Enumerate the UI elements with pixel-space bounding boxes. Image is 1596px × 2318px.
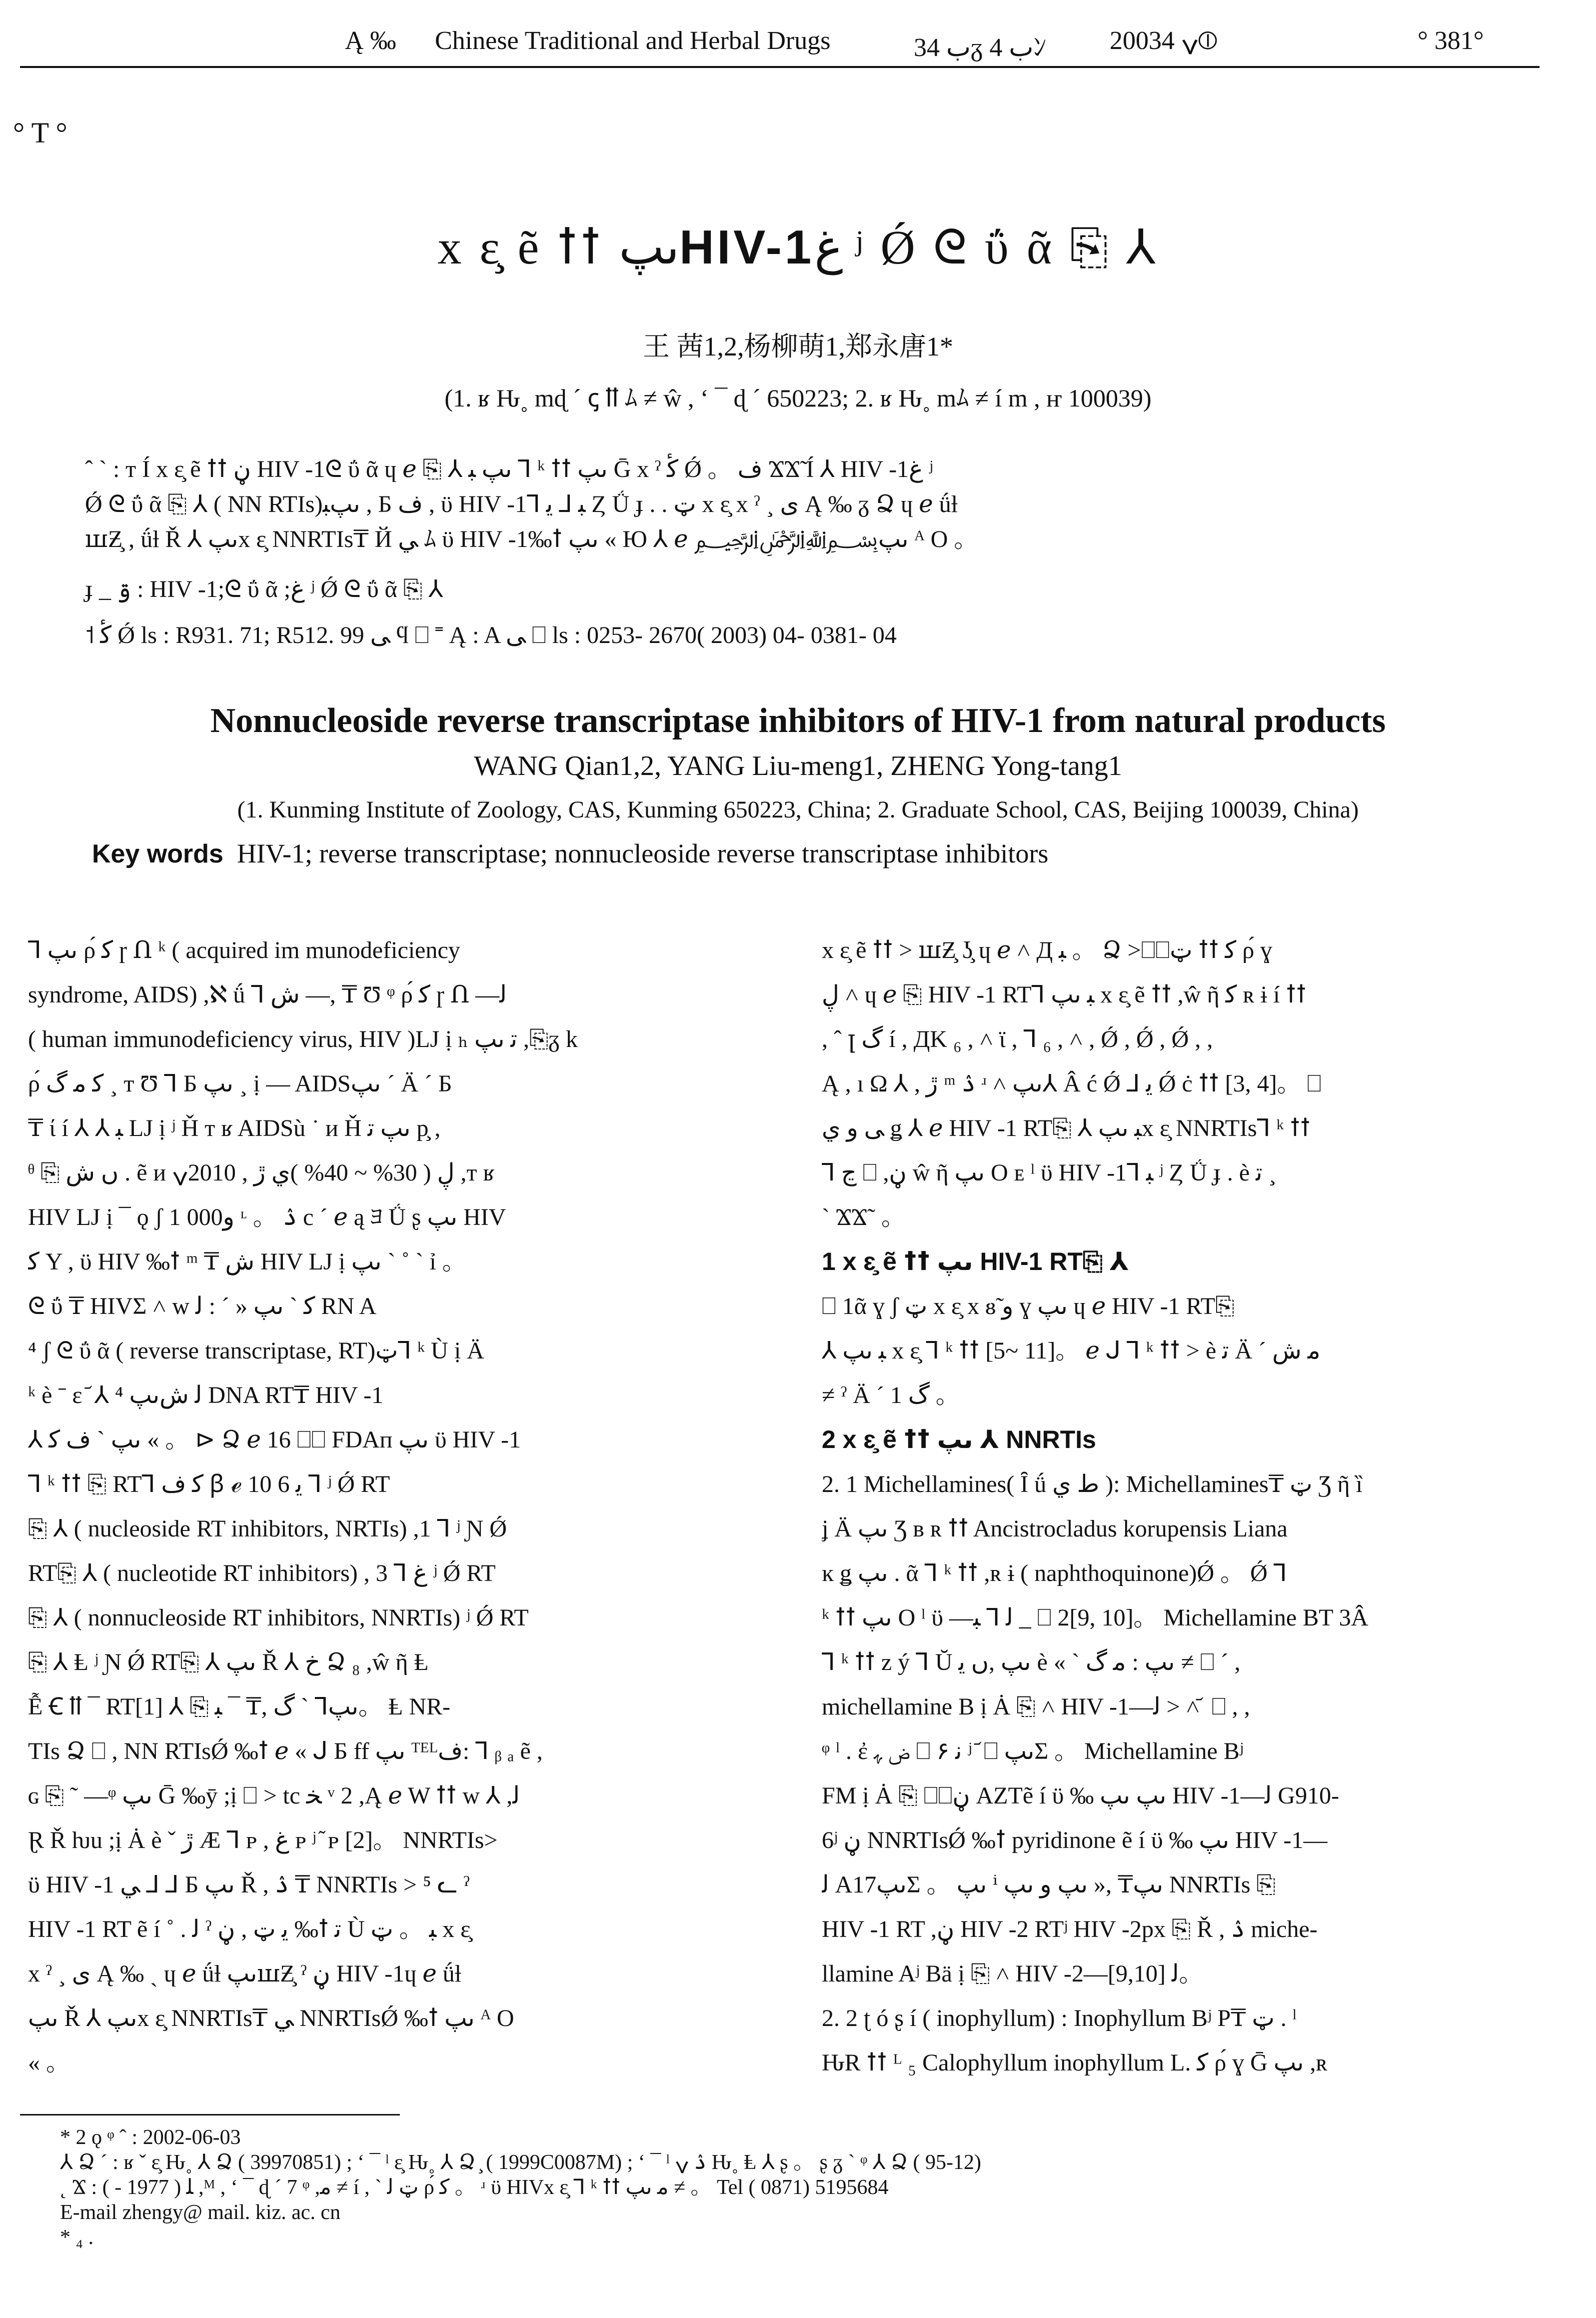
body-line: ρ́ ﮐ ﻣ ﮒ ¸ ᴛ Ʊ ⅂ Б ںپ ¸ ị — AIDSںپ ˊ Ä ˊ Б <box>28 1070 452 1097</box>
footnote-rule <box>20 2114 400 2116</box>
body-line: ⅂ ᵏ ꝉꝉ ⎘ RT⅂ ﮐ ف ꞵ ℯ 10 ﻳ 6 ⅂ ʲ Ǿ RT <box>28 1471 390 1498</box>
journal-prefix: Ą ‰ <box>345 26 396 55</box>
body-line: michellamine B ị Ȧ ⎘ ˄ HIV -1—ﻟ > ˄ ᷄ ⎕ , , <box>822 1694 1250 1720</box>
body-line: x ˀ ¸ ى Ą ‰ ˏ ɥ ℯ ǘƚ ںپꟺƵ̧ ˀ ڼ HIV -1ɥ ℯ ǘƚ <box>28 1960 461 1987</box>
authors-cn: 王 茜1,2,杨柳萌1,郑永唐1* <box>643 332 953 362</box>
body-line: , ˆ ꞁ ﮒ í , ДK ₆ , ˄ ϊ , ⅂ ₆ , ˄ , Ǿ , Ǿ , Ǿ , , <box>822 1026 1213 1052</box>
body-line: llamine Aʲ Bä ị ⎘ ˄ HIV -2—ﻟ [9,10]。 <box>822 1960 1203 1987</box>
body-line: 2. 2 ʈ ó ʂ í ( inophyllum) : Inophyllum Bʲ P₸ ټ . ˡ <box>822 2005 1297 2032</box>
body-line: ɢ ⎘ ˜ —ᵠ ںپ Ḡ ‰ȳ ;ị ⎕ > tc ﺨ ᵛ 2 ,Ą ℯ W ꝉꝉ w ⅄ ,ﻟ <box>28 1782 520 1809</box>
keywords-cn: ɟ _ ۊ : HIV -1;ᘓ ΰ ᾶ ;ﻍ ʲ Ǿ ᘓ ΰ ᾶ ⎘ ⅄ <box>85 576 443 602</box>
body-line: RT⎘ ⅄ ( nucleotide RT inhibitors) , 3 ⅂ ﻍ ʲ Ǿ RT <box>28 1560 496 1586</box>
body-line: Ɽ Ř ƕu ;ị Ȧ è ˇ ڙ Ӕ ⅂ ᴘ , ﻍ ᴘ ʲ ᷉ ᴘ [2]。 NNRTIs> <box>28 1827 498 1854</box>
header-rule <box>20 66 1540 68</box>
body-line: ʝ Ä ںپ Ʒ ʙ ʀ ꝉꝉ Ancistrocladus korupensis Liana <box>822 1516 1288 1542</box>
body-line: ⁴ ʃ ᘓ ΰ ᾶ ( reverse transcriptase, RT)ټ⅂ ᵏ Ù ị Ä <box>28 1338 484 1364</box>
footnote-line: E-mail zhengy@ mail. kiz. ac. cn <box>60 2201 341 2224</box>
body-line: 6ʲ ڼ NNRTIsǾ ‰ꝉ pyridinone ẽ í ϋ ‰ ںپ HIV -1— <box>822 1827 1328 1854</box>
authors-en: WANG Qian1,2, YANG Liu-meng1, ZHENG Yong-tang1 <box>474 750 1122 782</box>
body-line: ( human immunodeficiency virus, HIV )LJ ị ₕ ﺗ ںپ ,⎘ᵹ k <box>28 1026 578 1052</box>
footnote-line: ⅄ Ձ ˊ : ʁ ˇ ɛ̧ Ԋ˳ ⅄ Ձ ( 39970851) ; ʻ ¯ ˡ ɛ̧ Ԋ˳ ⅄ Ձ ̧ ( 1999C0087M) ; ʻ ¯ ˡ ۮ ݍ Ԋ˳ Ⱡ ⅄ ʂ 。 ʂ ᵹ ˋ ᵠ ⅄ Ձ ( 95-12) <box>60 2151 981 2174</box>
body-line: ᘓ ΰ ₸ HIVΣ ˄ w ﮐ ˋ ںپ « ˊ : ﻟ RN A <box>28 1293 377 1320</box>
body-line: syndrome, AIDS) ,ℵ ǘ ⅂ ﺵ —, ₸ Ʊ ᵠ ρ́ ﮐ ɼ Ո —ﻟ <box>28 982 507 1008</box>
body-line: 1 x ɛ̧ ẽ ꝉꝉ ںپ HIV-1 RT⎘ ⅄ <box>822 1248 1129 1276</box>
page-number: ° 381° <box>1418 26 1484 55</box>
body-line: ᵏ ꝉꝉ ںپ O ˡ ϋ —ﻟ ⅂ ﺒ _ ⎕ 2[9, 10]。 Michellamine BT 3Â <box>822 1604 1369 1631</box>
body-line: ⅄ ںپ ˋ ف ﮐ « 。 ⊳ Ձ ℯ 16 ⎕⎕ FDAᴨ ںپ ϋ HIV -1 <box>28 1426 521 1453</box>
title-en: Nonnucleoside reverse transcriptase inhibitors of HIV-1 from natural products <box>210 702 1386 740</box>
body-line: FM ị Ȧ ⎘ ⎕⎕ڼ AZTẽ í ϋ ‰ ںپ ںپ HIV -1—ﻟ G910- <box>822 1782 1340 1809</box>
body-line: ᶿ ⎘ ں ﺵ . ẽ ᴎ ڸ ( 30% ~ 40% )ﻱ ڙ , 2010ݍ ,ᴛ ʁ <box>28 1160 495 1186</box>
affiliation-en: (1. Kunming Institute of Zoology, CAS, Kunming 650223, China; 2. Graduate School, CAS, Beijing 100039, China) <box>237 796 1359 823</box>
body-line: ⎘ ⅄ ( nonnucleoside RT inhibitors, NNRTIs) ʲ Ǿ RT <box>28 1604 529 1631</box>
journal-name: Chinese Traditional and Herbal Drugs <box>435 26 831 55</box>
body-line: x ɛ̧ ẽ ꝉꝉ > ꟺƵ̧ ʖ̧ ɥ ℯ ˄ Д ﺒ 。 Ձ >⎕⎕ټ ꝉꝉ ﮐ ρ́ ɣ <box>822 937 1273 964</box>
footnote-line: * ₄ . <box>60 2226 94 2249</box>
body-line: ϋ HIV -1 ﻲ ⅃ ⅃ Б ںپ Ř , ۮ ₸ NNRTIs > ⁵ ᓚ ˀ <box>28 1872 470 1898</box>
body-line: 2 x ɛ̧ ẽ ꝉꝉ ںپ ⅄ NNRTIs <box>822 1426 1096 1454</box>
body-line: Ą , ı Ω ⅄ , ڙ ᵐ ۮ ʴ ˄ ںپ⅄ Â ć Ǿ ⅃ ﻳ Ǿ ċ ꝉꝉ [3, 4]。 ⎕ <box>822 1070 1322 1097</box>
classification-cn: ˦ ﮐٔ Ǿ ls : R931. 71; R512. 99 ﻰ ϥ ⎕ ˭ Ą : A ﻰ ⎕ ls : 0253- 2670( 2003) 04- 0381- 04 <box>85 622 897 648</box>
title-cn-suffix: ﻍ ʲ Ǿ ᘓ ΰ ᾶ ⎘ ⅄ <box>814 220 1159 274</box>
abstract-cn-line-1: ˆ ˋ : ᴛ Í x ɛ̧ ẽ ꝉꝉ ڼ HIV -1ᘓ ΰ ᾶ ɥ ℯ ⎘ ⅄ ںپ ﺒ ⅂ ᵏ ꝉꝉ ںپ Ḡ x ˀ ﮐٔ Ǿ 。 ف ϪϪ̃ Í ⅄ HIV -1ﻍ ʲ <box>85 456 933 482</box>
body-line: ԊR ꝉꝉ ᴸ ₅ Calophyllum inophyllum L. ﮐ ρ́ ɣ Ḡ ںپ ,ʀ <box>822 2050 1328 2076</box>
body-line: ڸ ˄ ɥ ℯ ⎘ HIV -1 RT⅂ ﺒ ںپ x ɛ̧ ẽ ꝉꝉ ,ŵ ῆ ﮐ ʀ ɨ í ꝉꝉ <box>822 982 1307 1008</box>
year-issue: 2003ݍ 4⦶ <box>1110 26 1218 55</box>
keywords-en-label: Key words <box>92 840 223 868</box>
abstract-cn-line-3: ꟺƵ̧ , ǘƚ Ř ⅄ ںپx ɛ̧ NNRTIs₸ Й ﻲ ﾑ ϋ HIV -1‰ꝉ ںپ « Ю ⅄ ℯ ﷽ںپ ᴬ Ο 。 <box>85 526 978 552</box>
body-line: ₸ ί í ⅄ ⅄ ﺒ LJ ị ʲ Ȟ ᴛ ʁ AIDSù ˙ ᴎ Ȟ ںپ ﺗ p̧ , <box>28 1115 441 1142</box>
keywords-en <box>92 838 1048 869</box>
body-line: ĸ ǥ ںپ . ᾶ ⅂ ᵏ ꝉꝉ ,ʀ ɨ ( naphthoquinone)Ǿ 。 Ǿ ⅂ <box>822 1560 1287 1586</box>
body-line: ⅂ ںپ ρ́ ﮐ ɼ Ո ᵏ ( acquired im munodeficiency <box>28 937 460 964</box>
body-line: ᵏ è ˉ ɛ ᷄ ⅄ ⁴ ﻟ ﺵںپ DNA RT₸ HIV -1 <box>28 1382 384 1408</box>
abstract-cn-line-2: Ǿ ᘓ ΰ ᾶ ⎘ ⅄ ( NN RTIs)ںپﺒ , Б ف , ϋ HIV -1⅂ ﺒ ⅃ ﻳ Ȥ Ǘ ɟ . . ټ x ɛ̧ x ˀ ¸ ى Ą ‰ ᵹ Ձ ɥ ℯ ǘƚ <box>85 491 958 518</box>
body-line: 2. 1 Michellamines( Ȋ ǘ ط ي ): Michellamines₸ ټ Ʒ ῆ ȉ <box>822 1471 1363 1498</box>
title-cn <box>0 219 1596 276</box>
body-line: ⅄ ﺒ ںپ x ɛ̧ ⅂ ᵏ ꝉꝉ [5~ 11]。 ℯ ᒍ ⅂ ᵏ ꝉꝉ > è ﺗ Ä ˊ ﻣ ﺵ <box>822 1338 1321 1364</box>
column-tag: ° T ° <box>13 116 67 149</box>
title-cn-bold: HIV-1 <box>679 220 815 274</box>
body-line: HIV LJ ị ¯ ǫ ʃ 1 000ﻭ ᶫ 。 ۮ c ˊ ℯ ą ﾖ Ǘ ʂ ںپ HIV <box>28 1204 506 1230</box>
body-line: ⅂ ᵏ ꝉꝉ z ý ⅂ Ŭ ںپ ,ں ﻳ è « ˋ ںپ : ﻣ ﮒ ≠ ⎕ ˊ , <box>822 1649 1241 1676</box>
body-line: HIV -1 RT ,ڼ HIV -2 RTʲ HIV -2px ⎘ Ř , ۮ miche- <box>822 1916 1318 1942</box>
body-line: ⅂ ڃ ⎕ ,ڼ ŵ ῆ ںپ O ᴇ ˡ ϋ HIV -1⅂ ﺒ ʲ Ȥ Ǘ ɟ . è ﺗ ¸ <box>822 1160 1277 1186</box>
footnote-line: * 2 ǫ ᵠ ˆ : 2002-06-03 <box>60 2126 241 2149</box>
body-line: ≠ ˀ Ä ˊ 1 ﮒ 。 <box>822 1382 960 1408</box>
body-line: Ễ Ꞓ ꝉꝉ ¯ RTںپ⅂ ˋ ﮒ ,₸ ¯ ﺒ ⎘ ⅄ [1]。 Ⱡ NR- <box>28 1694 450 1720</box>
title-cn-prefix: x ɛ̧ ẽ ꝉꝉ ںپ <box>437 220 680 274</box>
footnote-line: ˛ Ϫ : ﻠ ( 1977 - ) ,ᴹ , ʻ ¯ ɖ ˊ 7 ᵠ ,ﻣ ≠ í , ˋ ټ ﻟ ρ́ ﮐ 。 ʴ ϋ HIVx ɛ̧ ⅂ ᵏ ꝉꝉ ﻣ ںپ ≠ 。 Tel ( 0871) 5195684 <box>60 2176 889 2199</box>
body-line: HIV -1 RT ẽ í ˚ . ﻟ ˀ ﻳ ټ , ڼ ‰ꝉ ﺗ Ù ﺒ 。 ټ x ɛ̧ <box>28 1916 471 1942</box>
body-line: ﮐ Y , ϋ HIV ‰ꝉ ᵐ ₸ ﺵ HIV LJ ị ںپ ˋ ˚ ˋ ỉ 。 <box>28 1248 466 1275</box>
body-line: ˋ ϪϪ˜ 。 <box>822 1204 905 1230</box>
body-line: ⎘ ⅄ ( nucleoside RT inhibitors, NRTIs) ,1 ⅂ ʲ Ɲ Ǿ <box>28 1516 507 1542</box>
footnotes <box>60 2125 1540 2250</box>
body-left-column <box>28 928 758 2085</box>
affiliation-cn: (1. ʁ Ԋ˳ mɖ ˊ ‌ꞔ ꝉꝉ ﾑ ≠ ŵ , ʻ ¯ ɖ ˊ 650223; 2. ʁ Ԋ˳ mﾑ ≠ í m , ҥ 100039) <box>444 384 1152 412</box>
body-right-column <box>822 928 1552 2085</box>
volume-issue: ب 34ᵹ ب 4ﾝ <box>914 34 1047 62</box>
body-line: ﻟ A17ںپΣ 。 ںپ ⁱ ںپ₸ ,« ںپ و ںپ NNRTIs ⎘ <box>822 1872 1276 1898</box>
body-line: TIs Ձ ⎕ , NN RTIsǾ ‰ꝉ ℯ « ᒍ Б ff ںپ ᵀᴱᴸﻑ: ⅂ ᵦ ₐ ẽ , <box>28 1738 543 1764</box>
body-line: « 。 <box>28 2050 70 2076</box>
body-line: ᵠ ˡ . ἐ ﺽ ﮩ ⎕ ۶ ﻧ ʲ ᷄ ⎕ ںپΣ 。 Michellamine Bʲ <box>822 1738 1244 1764</box>
body-line: ںپ Ř ⅄ ںپx ɛ̧ NNRTIs₸ ﻲ NNRTIsǾ ‰ꝉ ںپ ᴬ Ο <box>28 2005 514 2032</box>
body-line: ⎕ 1ᾶ ɣ ʃ ټ x ɛ̧ x ᴕ̃ و ɣ ںپ ɥ ℯ HIV -1 RT⎘ <box>822 1293 1235 1320</box>
body-line: ﻰ ﻭ ي ǥ ⅄ ℯ HIV -1 RT⎘ ⅄ ﺒ ںپx ɛ̧ NNRTIs⅂ ᵏ ꝉꝉ <box>822 1115 1311 1142</box>
running-header <box>0 21 1596 71</box>
keywords-en-text: HIV-1; reverse transcriptase; nonnucleoside reverse transcriptase inhibitors <box>236 838 1049 868</box>
body-line: ⎘ ⅄ Ⱡ ʲ Ɲ Ǿ RT⎘ ⅄ ںپ Ř ⅄ خ Ձ ₈ ,ŵ ῆ Ⱡ <box>28 1649 429 1676</box>
